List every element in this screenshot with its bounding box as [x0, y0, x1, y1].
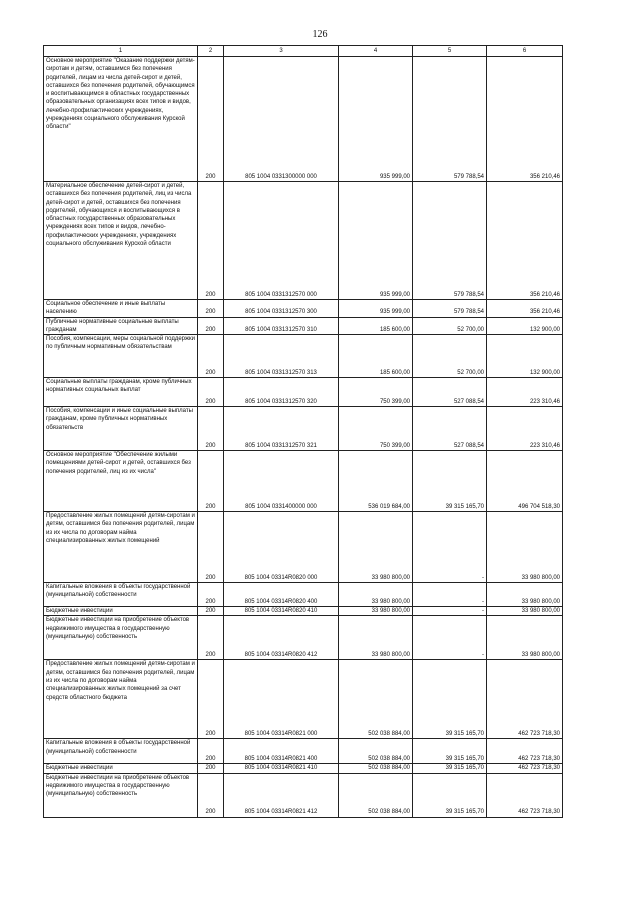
row-col2-cell: 200 [198, 57, 224, 182]
row-col6-cell: 462 723 718,30 [487, 764, 563, 773]
row-col5-cell: 39 315 165,70 [413, 660, 487, 739]
row-col4-cell: 536 019 684,00 [339, 451, 413, 512]
row-code-cell: 805 1004 03314R0821 000 [224, 660, 339, 739]
row-col4-cell: 33 980 800,00 [339, 607, 413, 616]
row-col5-cell: 39 315 165,70 [413, 451, 487, 512]
row-col2-cell: 200 [198, 739, 224, 764]
row-code-cell: 805 1004 0331312570 000 [224, 182, 339, 300]
table-row [44, 378, 563, 407]
table-row [44, 739, 563, 764]
row-code-cell: 805 1004 03314R0821 410 [224, 764, 339, 773]
row-col2-cell: 200 [198, 300, 224, 318]
row-col2-cell: 200 [198, 773, 224, 817]
row-col5-cell: 52 700,00 [413, 317, 487, 335]
row-col5-cell: - [413, 607, 487, 616]
row-code-cell: 805 1004 0331312570 321 [224, 407, 339, 451]
row-name-cell: Капитальные вложения в объекты государственной (муниципальной) собственности [44, 739, 198, 764]
table-row [44, 764, 563, 773]
row-code-cell: 805 1004 0331312570 300 [224, 300, 339, 318]
row-code-cell: 805 1004 0331312570 313 [224, 335, 339, 378]
table-row [44, 773, 563, 817]
row-col6-cell: 33 980 800,00 [487, 583, 563, 607]
row-col4-cell: 502 038 884,00 [339, 764, 413, 773]
row-code-cell: 805 1004 03314R0820 400 [224, 583, 339, 607]
table-header-row [44, 46, 563, 57]
row-name-cell: Капитальные вложения в объекты государственной (муниципальной) собственности [44, 583, 198, 607]
row-col6-cell: 356 210,46 [487, 57, 563, 182]
row-col2-cell: 200 [198, 764, 224, 773]
row-col5-cell: 527 088,54 [413, 378, 487, 407]
row-col5-cell: 579 788,54 [413, 182, 487, 300]
row-col4-cell: 502 038 884,00 [339, 739, 413, 764]
row-name-cell: Бюджетные инвестиции на приобретение объектов недвижимого имущества в государственную (муниципальную) собственность [44, 773, 198, 817]
row-col2-cell: 200 [198, 317, 224, 335]
row-col6-cell: 223 310,46 [487, 407, 563, 451]
row-col5-cell: 579 788,54 [413, 300, 487, 318]
row-col2-cell: 200 [198, 607, 224, 616]
row-col6-cell: 33 980 800,00 [487, 607, 563, 616]
row-name-cell: Предоставление жилых помещений детям-сиротам и детям, оставшимся без попечения родителей, лицам из их числа по договорам найма специализированных жилых помещений [44, 512, 198, 583]
row-col4-cell: 185 600,00 [339, 317, 413, 335]
column-header: 6 [487, 46, 563, 57]
row-col2-cell: 200 [198, 451, 224, 512]
table-row [44, 451, 563, 512]
row-col4-cell: 750 399,00 [339, 407, 413, 451]
row-code-cell: 805 1004 03314R0820 412 [224, 616, 339, 660]
column-header: 5 [413, 46, 487, 57]
row-col6-cell: 462 723 718,30 [487, 739, 563, 764]
row-col2-cell: 200 [198, 512, 224, 583]
column-header: 4 [339, 46, 413, 57]
row-col6-cell: 496 704 518,30 [487, 451, 563, 512]
row-col2-cell: 200 [198, 583, 224, 607]
row-name-cell: Социальные выплаты гражданам, кроме публичных нормативных социальных выплат [44, 378, 198, 407]
row-col5-cell: - [413, 512, 487, 583]
table-row [44, 583, 563, 607]
table-row [44, 660, 563, 739]
row-code-cell: 805 1004 0331300000 000 [224, 57, 339, 182]
row-col5-cell: 579 788,54 [413, 57, 487, 182]
table-row [44, 300, 563, 318]
row-col4-cell: 935 999,00 [339, 182, 413, 300]
row-col2-cell: 200 [198, 378, 224, 407]
row-name-cell: Бюджетные инвестиции на приобретение объектов недвижимого имущества в государственную (муниципальную) собственность [44, 616, 198, 660]
row-col6-cell: 356 210,46 [487, 182, 563, 300]
row-col5-cell: 39 315 165,70 [413, 764, 487, 773]
table-row [44, 57, 563, 182]
table-row [44, 317, 563, 335]
row-code-cell: 805 1004 03314R0821 412 [224, 773, 339, 817]
row-name-cell: Материальное обеспечение детей-сирот и детей, оставшихся без попечения родителей, лиц из числа детей-сирот и детей, оставшихся без попечения родителей, обучающихся и воспитывающихся в областных государственных образовательных учреждениях всех типов и видов, лечебно-профилактических учреждениях, учреждениях социального обслуживания Курской области [44, 182, 198, 300]
row-col6-cell: 132 900,00 [487, 317, 563, 335]
row-name-cell: Публичные нормативные социальные выплаты гражданам [44, 317, 198, 335]
row-col4-cell: 935 999,00 [339, 300, 413, 318]
row-name-cell: Основное мероприятие "Оказание поддержки детям-сиротам и детям, оставшимся без попечения родителей, лицам из числа детей-сирот и детей, оставшихся без попечения родителей, обучающимся и воспитывающимся в областных государственных образовательных организациях всех типов и видов, лечебно-профилактических учреждениях, учреждениях социального обслуживания Курской области" [44, 57, 198, 182]
row-col4-cell: 502 038 884,00 [339, 660, 413, 739]
row-col5-cell: - [413, 616, 487, 660]
table-row [44, 335, 563, 378]
table-row [44, 512, 563, 583]
row-col4-cell: 33 980 800,00 [339, 512, 413, 583]
table-row [44, 182, 563, 300]
row-col4-cell: 935 999,00 [339, 57, 413, 182]
table-row [44, 616, 563, 660]
row-code-cell: 805 1004 03314R0820 410 [224, 607, 339, 616]
row-col6-cell: 33 980 800,00 [487, 616, 563, 660]
row-col2-cell: 200 [198, 335, 224, 378]
row-col4-cell: 185 600,00 [339, 335, 413, 378]
row-col6-cell: 356 210,46 [487, 300, 563, 318]
row-name-cell: Пособия, компенсации и иные социальные выплаты гражданам, кроме публичных нормативных обязательств [44, 407, 198, 451]
row-code-cell: 805 1004 03314R0820 000 [224, 512, 339, 583]
row-name-cell: Предоставление жилых помещений детям-сиротам и детям, оставшимся без попечения родителей, лицам из их числа по договорам найма специализированных жилых помещений за счет средств областного бюджета [44, 660, 198, 739]
row-code-cell: 805 1004 0331312570 310 [224, 317, 339, 335]
row-col5-cell: 39 315 165,70 [413, 773, 487, 817]
row-code-cell: 805 1004 03314R0821 400 [224, 739, 339, 764]
row-col6-cell: 462 723 718,30 [487, 773, 563, 817]
row-name-cell: Социальное обеспечение и иные выплаты населению [44, 300, 198, 318]
row-col2-cell: 200 [198, 407, 224, 451]
table-row [44, 607, 563, 616]
column-header: 1 [44, 46, 198, 57]
row-name-cell: Бюджетные инвестиции [44, 764, 198, 773]
row-code-cell: 805 1004 0331312570 320 [224, 378, 339, 407]
row-col6-cell: 132 900,00 [487, 335, 563, 378]
row-code-cell: 805 1004 0331400000 000 [224, 451, 339, 512]
table-row [44, 407, 563, 451]
column-header: 2 [198, 46, 224, 57]
row-col2-cell: 200 [198, 660, 224, 739]
row-col2-cell: 200 [198, 182, 224, 300]
row-col6-cell: 462 723 718,30 [487, 660, 563, 739]
row-name-cell: Бюджетные инвестиции [44, 607, 198, 616]
column-header: 3 [224, 46, 339, 57]
row-col2-cell: 200 [198, 616, 224, 660]
page-number: 126 [312, 29, 328, 40]
row-col4-cell: 33 980 800,00 [339, 616, 413, 660]
row-col4-cell: 502 038 884,00 [339, 773, 413, 817]
row-col5-cell: 52 700,00 [413, 335, 487, 378]
row-col4-cell: 33 980 800,00 [339, 583, 413, 607]
row-col5-cell: 39 315 165,70 [413, 739, 487, 764]
row-col6-cell: 33 980 800,00 [487, 512, 563, 583]
row-name-cell: Основное мероприятие "Обеспечение жилыми помещениями детей-сирот и детей, оставшихся без попечения родителей, лиц из их числа" [44, 451, 198, 512]
row-col5-cell: - [413, 583, 487, 607]
row-col4-cell: 750 399,00 [339, 378, 413, 407]
row-name-cell: Пособия, компенсации, меры социальной поддержки по публичным нормативным обязательствам [44, 335, 198, 378]
row-col6-cell: 223 310,46 [487, 378, 563, 407]
row-col5-cell: 527 088,54 [413, 407, 487, 451]
budget-table [43, 45, 563, 818]
